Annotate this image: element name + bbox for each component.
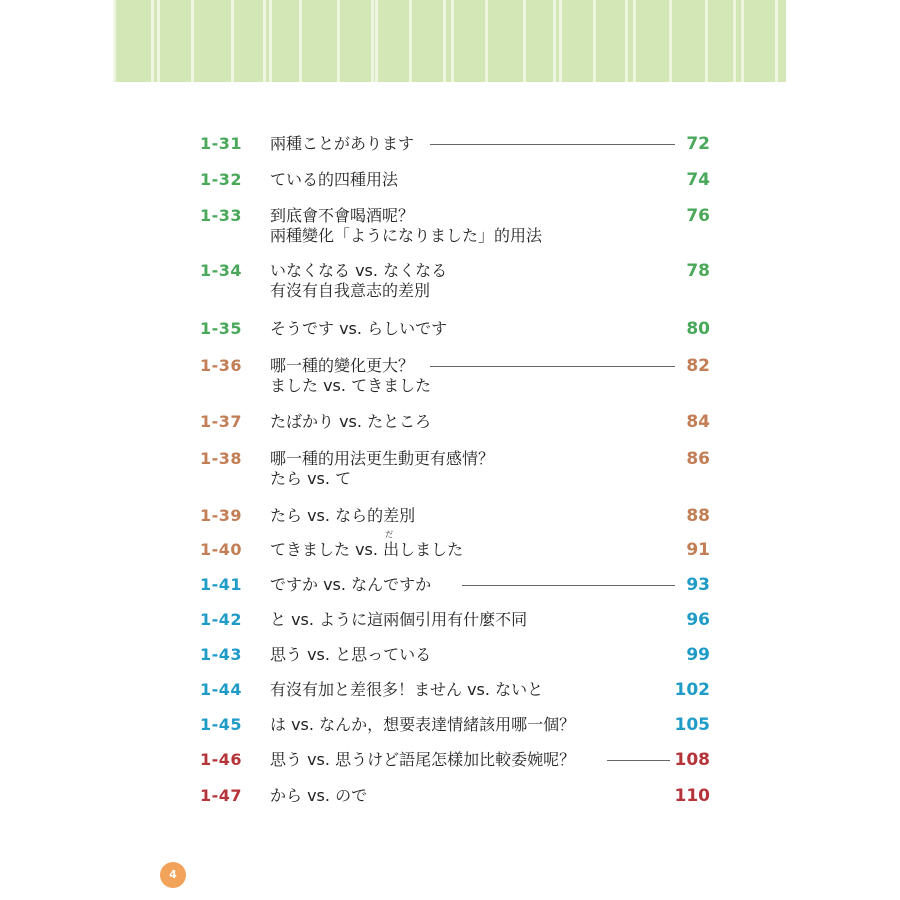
toc-entry-title xyxy=(270,786,670,806)
leader-line xyxy=(607,760,670,761)
toc-entry-number: 1-43 xyxy=(200,645,243,664)
page-number-badge: 4 xyxy=(160,862,186,888)
toc-entry-title xyxy=(270,506,670,526)
toc-entry-title-line: から vs. ので xyxy=(270,786,368,805)
toc-entry-title xyxy=(270,412,670,432)
toc-entry-title-line: と vs. ように這兩個引用有什麼不同 xyxy=(270,610,528,629)
toc-entry-title-line: たら vs. なら的差別 xyxy=(270,506,416,525)
toc-entry-page: 78 xyxy=(686,261,710,281)
toc-entry-page: 88 xyxy=(686,506,710,526)
toc-entry-title xyxy=(270,206,670,246)
toc-entry-number: 1-47 xyxy=(200,786,243,805)
leader-line xyxy=(430,144,675,145)
toc-entry-number: 1-41 xyxy=(200,575,243,594)
toc-entry-title-line: ている的四種用法 xyxy=(270,170,399,189)
toc-entry-number: 1-35 xyxy=(200,319,243,338)
leader-line xyxy=(462,585,675,586)
toc-entry-page: 105 xyxy=(674,715,710,735)
toc-entry-title-line: 兩種變化「ようになりました」的用法 xyxy=(270,226,543,245)
toc-entry-number: 1-33 xyxy=(200,206,243,225)
toc-entry-page: 86 xyxy=(686,449,710,469)
toc-entry-number: 1-37 xyxy=(200,412,243,431)
ruby-reading: だ xyxy=(385,530,394,539)
toc-entry-title-line: 哪一種的用法更生動更有感情？ xyxy=(270,449,495,468)
toc-entry-title-line xyxy=(270,530,670,560)
ruby-base: 出 xyxy=(383,540,400,559)
toc-entry-title xyxy=(270,530,670,560)
toc-entry-title-line: 哪一種的變化更大？ xyxy=(270,356,415,375)
toc-entry-title xyxy=(270,680,670,700)
toc-entry-number: 1-42 xyxy=(200,610,243,629)
toc-entry-title-line: 思う vs. と思っている xyxy=(270,645,432,664)
toc-entry-number: 1-45 xyxy=(200,715,243,734)
toc-entry-title-line: そうです vs. らしいです xyxy=(270,319,448,338)
toc-entry-page: 84 xyxy=(686,412,710,432)
toc-entry-title xyxy=(270,261,670,301)
toc-entry-page: 80 xyxy=(686,319,710,339)
toc-entry-title-line: 兩種ことがあります xyxy=(270,134,415,153)
toc-entry-title xyxy=(270,645,670,665)
toc-entry-title xyxy=(270,449,670,489)
toc-entry-page: 108 xyxy=(674,750,710,770)
toc-entry-title xyxy=(270,319,670,339)
toc-entry-title-line: たら vs. て xyxy=(270,469,352,488)
toc-entry-title-line: ですか vs. なんですか xyxy=(270,575,432,594)
toc-entry-title-line: は vs. なんか，想要表達情緒該用哪一個？ xyxy=(270,715,576,734)
toc-entry-number: 1-32 xyxy=(200,170,243,189)
toc-entry-title-line: たばかり vs. たところ xyxy=(270,412,432,431)
toc-entry-page: 82 xyxy=(686,356,710,376)
toc-entry-page: 93 xyxy=(686,575,710,595)
toc-entry-title xyxy=(270,170,670,190)
toc-entry-number: 1-31 xyxy=(200,134,243,153)
toc-entry-title xyxy=(270,610,670,630)
toc-entry-title-line: 思う vs. 思うけど語尾怎樣加比較委婉呢？ xyxy=(270,750,576,769)
leader-line xyxy=(430,366,675,367)
toc-entry-number: 1-46 xyxy=(200,750,243,769)
title-text-after: しました xyxy=(399,540,464,559)
toc-entry-page: 102 xyxy=(674,680,710,700)
toc-entry-title xyxy=(270,356,670,396)
toc-entry-number: 1-34 xyxy=(200,261,243,280)
toc-entry-number: 1-39 xyxy=(200,506,243,525)
ruby-word xyxy=(383,530,400,560)
toc-entry-page: 96 xyxy=(686,610,710,630)
toc-entry-title xyxy=(270,715,670,735)
toc-entry-page: 76 xyxy=(686,206,710,226)
title-text-before: てきました vs. xyxy=(270,540,384,559)
toc-entry-number: 1-44 xyxy=(200,680,243,699)
toc-entry-number: 1-36 xyxy=(200,356,243,375)
toc-entry-number: 1-40 xyxy=(200,540,243,559)
toc-entry-page: 74 xyxy=(686,170,710,190)
toc-entry-page: 72 xyxy=(686,134,710,154)
toc-entry-title-line: 到底會不會喝酒呢？ xyxy=(270,206,415,225)
toc-entry-title-line: ました vs. てきました xyxy=(270,376,432,395)
toc-entry-title-line: いなくなる vs. なくなる xyxy=(270,261,448,280)
toc-entry-page: 91 xyxy=(686,540,710,560)
toc-entry-page: 99 xyxy=(686,645,710,665)
toc-entry-title-line: 有沒有加と差很多！ません vs. ないと xyxy=(270,680,544,699)
toc-entry-title-line: 有沒有自我意志的差別 xyxy=(270,281,431,300)
toc-entry-number: 1-38 xyxy=(200,449,243,468)
toc-entry-page: 110 xyxy=(674,786,710,806)
